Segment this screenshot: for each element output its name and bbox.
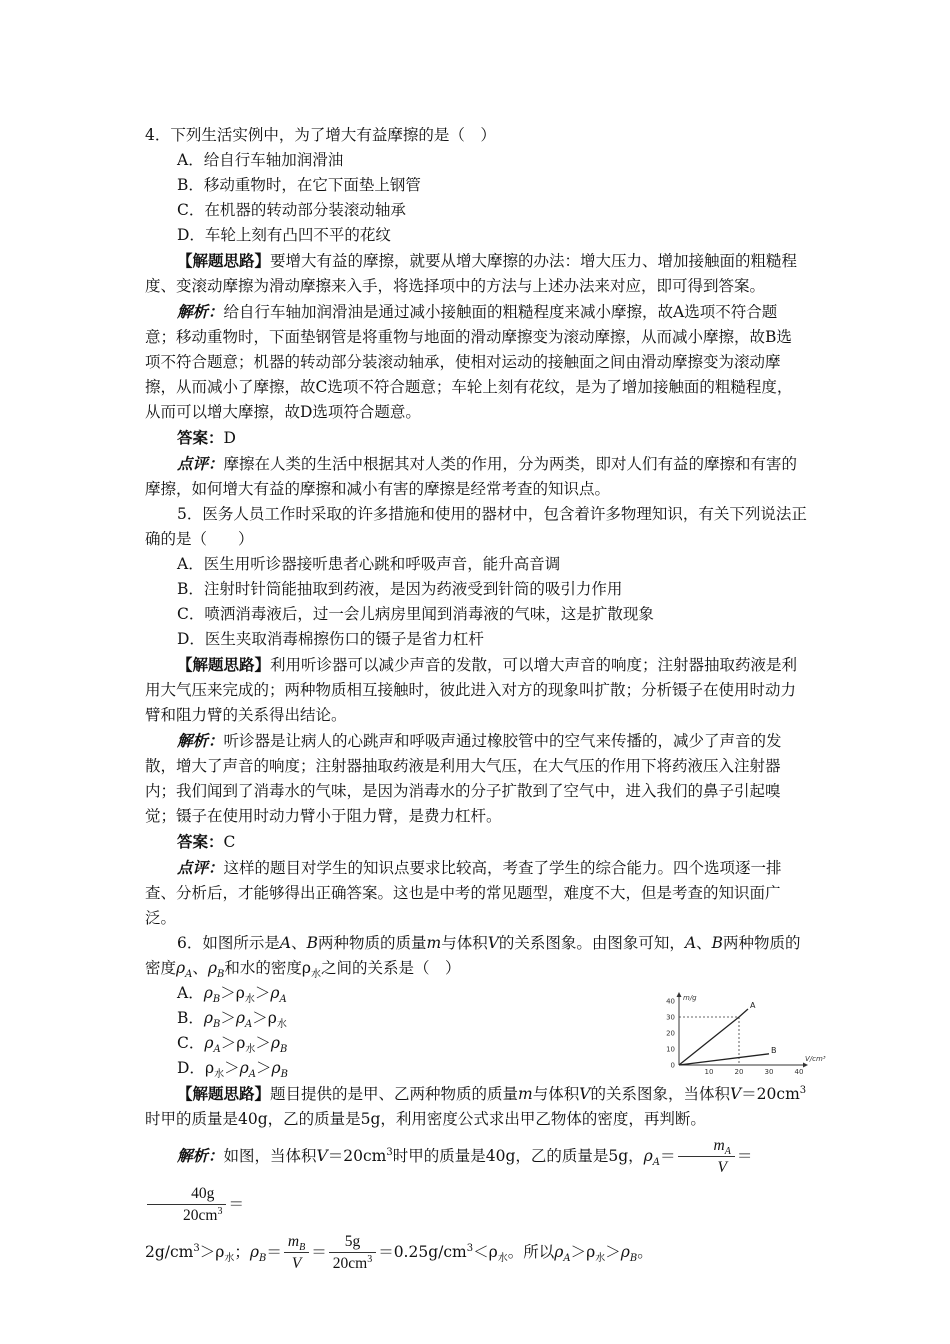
- symbol-a: A: [563, 1253, 571, 1265]
- q6-stem-part: 两种物质的密度: [145, 934, 801, 977]
- fraction-denominator: 20cm: [183, 1206, 218, 1224]
- fraction-numerator: 5g: [329, 1232, 376, 1253]
- q6-solution-idea: [145, 1081, 807, 1132]
- q6-idea-text: 与体积: [532, 1085, 580, 1103]
- symbol-rho: ρ: [270, 984, 280, 1002]
- greater-than: ＞: [220, 984, 236, 1002]
- fraction-40g-over-20cm3: [147, 1184, 226, 1227]
- x-tick-label: 10: [704, 1068, 714, 1076]
- density-subscript: A: [279, 994, 287, 1006]
- symbol-rho: ρ: [235, 984, 245, 1002]
- mass-volume-graph: [653, 979, 826, 1079]
- conclusion-text: 。所以: [507, 1243, 555, 1261]
- q4-comment: [145, 451, 807, 502]
- q4-option-a: A．给自行车轴加润滑油: [177, 151, 344, 169]
- y-tick-label: 0: [670, 1061, 675, 1070]
- greater-than: ＞: [199, 1243, 216, 1261]
- cube-superscript: 3: [367, 1253, 373, 1265]
- density-subscript: B: [212, 994, 221, 1006]
- greater-than: ＞: [220, 1034, 237, 1052]
- q6-idea-text: 时甲的质量是40g，乙的质量是5g，利用密度公式求出甲乙物体的密度，再判断。: [145, 1110, 706, 1128]
- symbol-rho: ρ: [203, 1009, 214, 1027]
- y-tick-label: 30: [666, 1013, 675, 1022]
- density-subscript: B: [280, 1069, 288, 1081]
- symbol-m: m: [287, 1232, 300, 1250]
- equals-sign: ＝: [311, 1243, 327, 1261]
- series-label-b: B: [771, 1045, 777, 1055]
- symbol-b: B: [217, 969, 225, 981]
- symbol-b: B: [629, 1253, 638, 1265]
- water-subscript: 水: [224, 1253, 235, 1265]
- series-line-a: [679, 1009, 748, 1065]
- q5-comment-text: 这样的题目对学生的知识点要求比较高，考查了学生的综合能力。四个选项逐一排查、分析后，才能够得出正确答案。这也是中考的常见题型，难度不大，但是考查的知识面广泛。: [145, 859, 782, 927]
- less-than: ＜: [473, 1243, 489, 1261]
- q6-idea-label: 【解题思路】: [177, 1084, 271, 1103]
- density-subscript: B: [280, 1044, 288, 1056]
- symbol-rho: ρ: [554, 1243, 564, 1261]
- q5-comment: [145, 855, 807, 931]
- water-subscript: 水: [497, 1253, 508, 1265]
- symbol-a: A: [652, 1157, 661, 1169]
- option-letter: D．: [177, 1059, 205, 1077]
- equals-sign: ＝: [736, 1147, 753, 1165]
- symbol-rho: ρ: [270, 1034, 281, 1052]
- q5-option-a: A．医生用听诊器接听患者心跳和呼吸声音，能升高音调: [177, 555, 561, 573]
- symbol-rho: ρ: [207, 959, 218, 977]
- q5-solution-idea: [145, 652, 807, 728]
- symbol-a: A: [185, 969, 193, 981]
- separator: 、: [696, 934, 712, 952]
- option-letter: B．: [177, 1009, 204, 1027]
- cube-superscript: 3: [799, 1084, 807, 1096]
- symbol-v: V: [729, 1085, 742, 1103]
- greater-than: ＞: [252, 1009, 268, 1027]
- symbol-v: V: [487, 934, 499, 952]
- symbol-rho: ρ: [204, 1059, 215, 1077]
- symbol-v: V: [717, 1158, 727, 1176]
- symbol-rho: ρ: [176, 959, 186, 977]
- q6-stem-part: 与体积: [441, 934, 488, 952]
- separator: 、: [291, 934, 307, 952]
- fraction-ma-over-v: [678, 1136, 735, 1179]
- equals-sign: ＝: [228, 1195, 244, 1213]
- q6-analysis-label: 解析：: [177, 1146, 224, 1165]
- q4-idea-label: 【解题思路】: [177, 251, 271, 270]
- q4-option-b: B．移动重物时，在它下面垫上钢管: [177, 176, 421, 194]
- y-axis-arrow: [677, 992, 682, 997]
- q4-solution-idea: [145, 248, 807, 299]
- period: 。: [637, 1243, 653, 1261]
- q6-analysis-text: 如图，当体积: [223, 1147, 317, 1165]
- q6-analysis-text: ＝20cm: [327, 1147, 387, 1165]
- q5-analysis-text: 听诊器是让病人的心跳声和呼吸声通过橡胶管中的空气来传播的，减少了声音的发散，增大了声音的响度；注射器抽取药液是利用大气压，在大气压的作用下将药液压入注射器内；我们闻到了消毒水的气味，是因为消毒水的分子扩散到了空气中，进入我们的鼻子引起嗅觉；镊子在使用时动力臂小于阻力臂，是费力杠杆。: [145, 732, 782, 825]
- greater-than: ＞: [224, 1059, 240, 1077]
- q5-idea-text: 利用听诊器可以减少声音的发散，可以增大声音的响度；注射器抽取药液是利用大气压来完成的；两种物质相互接触时，彼此进入对方的现象叫扩散；分析镊子在使用时动力臂和阻力臂的关系得出结论。: [145, 656, 798, 724]
- q6-analysis-line-1: [145, 1132, 807, 1228]
- greater-than: ＞: [605, 1243, 621, 1261]
- q5-option-d: D．医生夹取消毒棉擦伤口的镊子是省力杠杆: [177, 630, 484, 648]
- q5-option-c: C．喷洒消毒液后，过一会儿病房里闻到消毒液的气味，这是扩散现象: [177, 605, 654, 623]
- q4-option-d: D．车轮上刻有凸凹不平的花纹: [177, 226, 391, 244]
- q4-answer-value: D: [223, 429, 236, 447]
- equals-sign: ＝: [266, 1243, 282, 1261]
- x-tick-label: 40: [794, 1068, 804, 1076]
- series-label-a: A: [750, 1001, 756, 1010]
- q4-stem: 4．下列生活实例中，为了增大有益摩擦的是（ ）: [145, 126, 496, 144]
- y-tick-label: 40: [666, 997, 675, 1006]
- symbol-rho: ρ: [488, 1243, 498, 1261]
- water-subscript: 水: [311, 969, 322, 981]
- x-axis-label: V/cm³: [805, 1055, 826, 1063]
- q6-analysis-line-2: $2g/cm^3>\rho_水$；$\rho_B=$ $\frac{m_B}{V}$ ＝ $\frac{5g}{20cm^3}$ $=0.25g/cm^3<\rho_水$。所以$\rho_A>\rho_水>\rho_B$。: [145, 1228, 807, 1276]
- x-tick-label: 30: [764, 1068, 774, 1076]
- q4-analysis-text: 给自行车轴加润滑油是通过减小接触面的粗糙程度来减小摩擦，故A选项不符合题意；移动重物时，下面垫钢管是将重物与地面的滑动摩擦变为滚动摩擦，从而减小摩擦，故B选项不符合题意；机器的转动部分装滚动轴承，使相对运动的接触面之间由滑动摩擦变为滚动摩擦，从而减小了摩擦，故C选项不符合题意；车轮上刻有花纹，是为了增加接触面的粗糙程度，从而可以增大摩擦，故D选项符合题意。: [145, 303, 793, 421]
- symbol-b: B: [306, 934, 318, 952]
- cube-superscript: 3: [217, 1205, 223, 1217]
- symbol-v: V: [316, 1147, 328, 1165]
- q4-comment-text: 摩擦在人类的生活中根据其对人类的作用，分为两类，即对人们有益的摩擦和有害的摩擦，如何增大有益的摩擦和减小有害的摩擦是经常考查的知识点。: [145, 455, 798, 498]
- q6-stem: [145, 931, 807, 981]
- fraction-numerator: 40g: [147, 1184, 226, 1205]
- symbol-v: V: [291, 1254, 302, 1272]
- q6-idea-text: 的关系图象，当体积: [590, 1085, 730, 1103]
- series-line-b: [679, 1054, 769, 1065]
- result-density-a: 2g/cm: [145, 1243, 194, 1261]
- symbol-b: B: [299, 1241, 306, 1253]
- q5-answer-value: C: [223, 833, 236, 851]
- symbol-rho: ρ: [301, 959, 312, 977]
- symbol-b: B: [711, 934, 724, 952]
- symbol-b: B: [259, 1253, 267, 1265]
- symbol-rho: ρ: [249, 1243, 260, 1261]
- symbol-m: m: [518, 1085, 533, 1103]
- water-subscript: 水: [595, 1253, 606, 1265]
- symbol-a: A: [724, 1145, 731, 1157]
- y-axis-label: m/g: [683, 994, 697, 1002]
- document-body: [145, 123, 826, 1276]
- water-subscript: 水: [214, 1069, 225, 1081]
- equals-sign: ＝: [660, 1147, 676, 1165]
- cube-superscript: 3: [193, 1242, 200, 1254]
- symbol-rho: ρ: [204, 1034, 214, 1052]
- q4-option-c: C．在机器的转动部分装滚动轴承: [177, 201, 406, 219]
- x-tick-label: 20: [734, 1068, 744, 1076]
- symbol-rho: ρ: [643, 1147, 653, 1165]
- symbol-rho: ρ: [236, 1034, 246, 1052]
- q6-stem-part: 6．如图所示是: [177, 934, 280, 952]
- symbol-rho: ρ: [620, 1243, 630, 1261]
- symbol-rho: ρ: [271, 1059, 281, 1077]
- greater-than: ＞: [255, 1059, 272, 1077]
- y-tick-label: 20: [666, 1029, 675, 1038]
- cube-superscript: 3: [386, 1146, 393, 1158]
- symbol-rho: ρ: [203, 984, 213, 1002]
- q6-stem-part: 和水的密度: [224, 959, 302, 977]
- q6-idea-text: ＝20cm: [741, 1085, 800, 1103]
- q6-analysis-text: 时甲的质量是40g，乙的质量是5g，: [392, 1147, 644, 1165]
- density-subscript: A: [245, 1019, 253, 1031]
- y-tick-label: 10: [666, 1045, 675, 1054]
- q4-analysis-label: 解析：: [177, 302, 224, 321]
- q4-comment-label: 点评：: [177, 454, 224, 473]
- water-subscript: 水: [276, 1019, 287, 1031]
- option-letter: A．: [177, 984, 204, 1002]
- q5-option-b: B．注射时针筒能抽取到药液，是因为药液受到针筒的吸引力作用: [177, 580, 623, 598]
- q6-idea-text: 题目提供的是甲、乙两种物质的质量: [270, 1085, 519, 1103]
- symbol-rho: ρ: [235, 1009, 246, 1027]
- q4-answer-label: 答案：: [177, 428, 224, 447]
- symbol-m: m: [713, 1136, 725, 1154]
- greater-than: ＞: [255, 1034, 271, 1052]
- q4-answer: [145, 425, 807, 451]
- q5-answer-label: 答案：: [177, 832, 224, 851]
- q5-analysis-label: 解析：: [177, 731, 224, 750]
- q4-analysis: [145, 299, 807, 425]
- separator: 、: [192, 959, 208, 977]
- symbol-rho: ρ: [239, 1059, 249, 1077]
- fraction-5g-over-20cm3: [329, 1232, 376, 1275]
- fraction-mb-over-v: [284, 1232, 309, 1275]
- q6-stem-part: 的关系图象。由图象可知，: [498, 934, 685, 952]
- q5-analysis: [145, 728, 807, 829]
- water-subscript: 水: [244, 994, 255, 1006]
- q5-comment-label: 点评：: [177, 858, 224, 877]
- cube-superscript: 3: [466, 1242, 474, 1254]
- symbol-a: A: [279, 934, 292, 952]
- fraction-denominator: 20cm: [332, 1254, 368, 1272]
- density-subscript: A: [248, 1069, 256, 1081]
- option-letter: C．: [177, 1034, 205, 1052]
- symbol-v: V: [579, 1085, 591, 1103]
- q6-stem-part: 之间的关系是（ ）: [321, 959, 461, 977]
- q4-idea-text: 要增大有益的摩擦，就要从增大摩擦的办法：增大压力、增加接触面的粗糙程度、变滚动摩擦为滑动摩擦来入手，将选择项中的方法与上述办法来对应，即可得到答案。: [145, 252, 798, 295]
- q6-stem-part: 两种物质的质量: [317, 934, 427, 952]
- q5-answer: [145, 829, 807, 855]
- q6-options-area: [145, 981, 826, 1081]
- q5-idea-label: 【解题思路】: [177, 655, 271, 674]
- density-subscript: B: [213, 1019, 221, 1031]
- symbol-m: m: [426, 934, 442, 952]
- greater-than: ＞: [254, 984, 271, 1002]
- symbol-rho: ρ: [215, 1243, 225, 1261]
- water-subscript: 水: [245, 1044, 256, 1056]
- result-density-b: ＝0.25g/cm: [378, 1243, 467, 1261]
- density-subscript: A: [213, 1044, 221, 1056]
- greater-than: ＞: [570, 1243, 587, 1261]
- symbol-a: A: [684, 934, 697, 952]
- symbol-rho: ρ: [267, 1009, 277, 1027]
- q5-stem: 5．医务人员工作时采取的许多措施和使用的器材中，包含着许多物理知识，有关下列说法正确的是（ ）: [145, 505, 807, 548]
- symbol-rho: ρ: [586, 1243, 596, 1261]
- greater-than: ＞: [220, 1009, 236, 1027]
